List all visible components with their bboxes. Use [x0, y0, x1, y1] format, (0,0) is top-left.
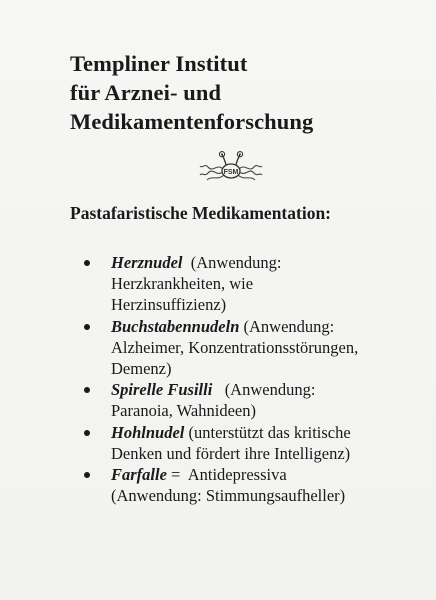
- bullet-icon: [84, 430, 90, 436]
- item-text: (Anwendung:: [212, 380, 316, 400]
- item-name: Herznudel: [111, 253, 183, 272]
- item-line-1: [111, 252, 414, 273]
- bullet-icon: [84, 387, 90, 393]
- item-line-2: Alzheimer, Konzentrationsstörungen,: [111, 337, 359, 357]
- title-line-3: Medikamentenforschung: [70, 109, 314, 134]
- section-heading: Pastafaristische Medikamentation:: [70, 203, 332, 223]
- item-text: (Anwendung:: [239, 316, 335, 336]
- item-line-1: [111, 422, 414, 443]
- title-line-2: für Arznei- und: [70, 80, 222, 105]
- emblem-text: FSM: [223, 169, 239, 176]
- item-text: = Antidepressiva: [166, 465, 287, 485]
- item-line-1: [111, 464, 414, 485]
- list-item: [84, 464, 414, 506]
- bullet-icon: [84, 324, 90, 330]
- item-line-3: Herzinsuffizienz): [111, 295, 227, 315]
- item-line-3: Demenz): [111, 359, 172, 379]
- item-text: (unterstützt das kritische: [184, 422, 351, 442]
- item-text: (Anwendung:: [182, 253, 282, 272]
- item-line-1: [111, 379, 414, 400]
- item-name: Hohlnudel: [111, 422, 185, 442]
- item-line-2: Denken und fördert ihre Intelligenz): [111, 443, 351, 463]
- list-item: [84, 422, 414, 464]
- list-item: [84, 316, 414, 380]
- item-line-2: (Anwendung: Stimmungsaufheller): [111, 486, 346, 506]
- item-line-1: [111, 316, 414, 337]
- list-item: [84, 252, 414, 316]
- item-line-2: Paranoia, Wahnideen): [111, 401, 256, 421]
- medication-list: [84, 252, 414, 506]
- institute-title: [70, 49, 410, 136]
- bullet-icon: [84, 260, 90, 266]
- bullet-icon: [84, 472, 90, 478]
- item-name: Buchstabennudeln: [111, 316, 240, 336]
- title-line-1: Templiner Institut: [70, 51, 248, 76]
- flying-spaghetti-monster-icon: [199, 151, 263, 185]
- list-item: [84, 379, 414, 421]
- item-line-2: Herzkrankheiten, wie: [111, 274, 254, 294]
- item-name: Spirelle Fusilli: [111, 380, 213, 400]
- item-name: Farfalle: [111, 465, 167, 485]
